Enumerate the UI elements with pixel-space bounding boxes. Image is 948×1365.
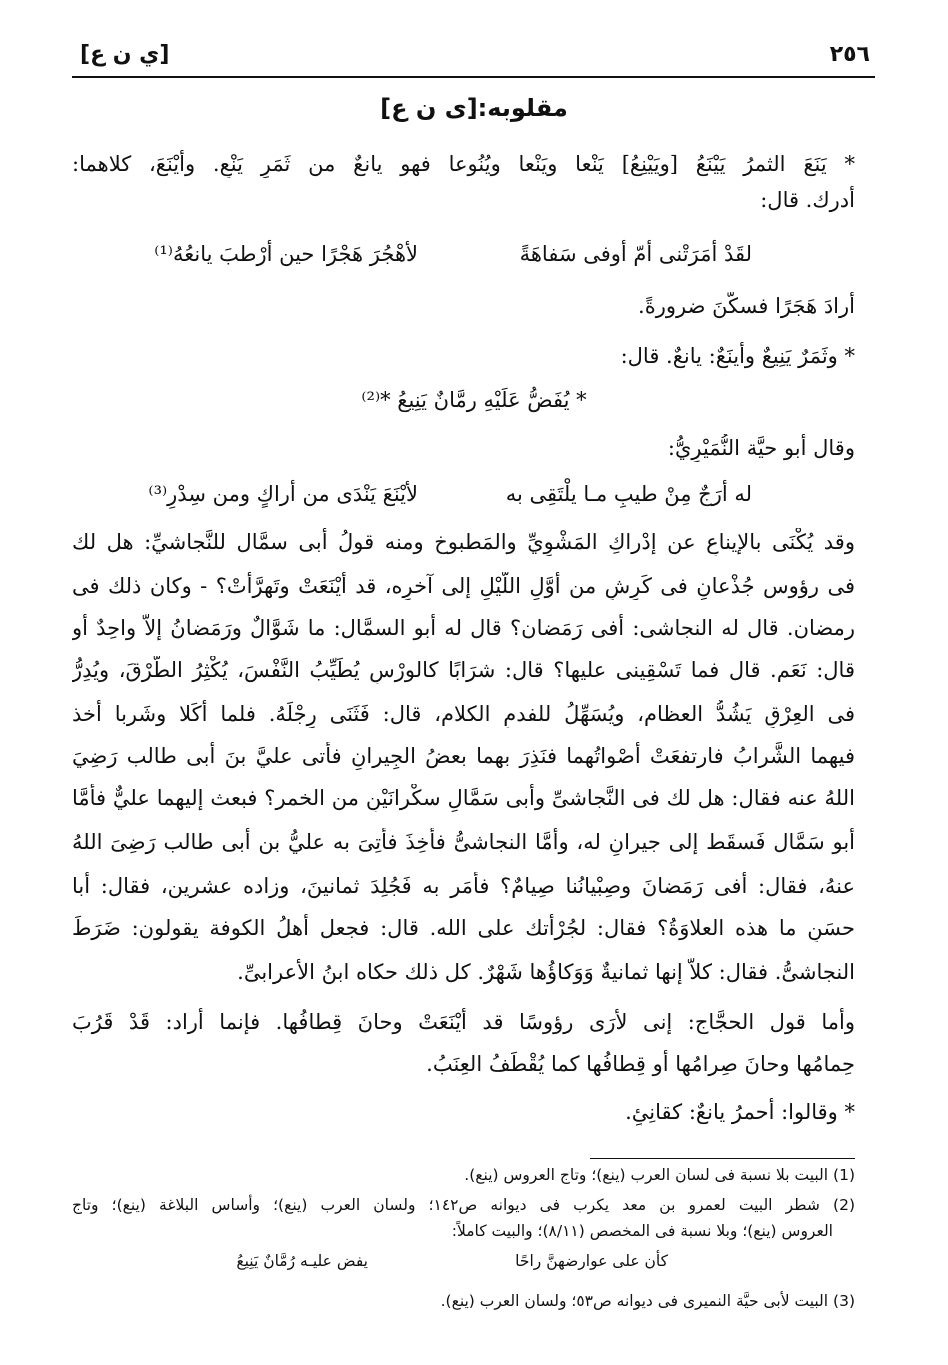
body-line: فى العِرْقِ يَشُدُّ العظام، ويُسَهِّلُ للفدمِ الكلام، قال: فَثَنَى رِجْلَهُ. فلما أكَلا وشَربا أخذ xyxy=(72,702,855,726)
verse-hemistich-right: لقَدْ أمَرَتْنى أمّ أوفى سَفاهَةً xyxy=(519,242,752,266)
body-line: أدرك. قال: xyxy=(760,188,855,212)
body-line: وقال أبو حيَّة النُّمَيْرِيُّ: xyxy=(667,436,855,460)
footnote: (2) شطر البيت لعمرو بن معد يكرب فى ديوانه ص١٤٢؛ ولسان العرب (ينع)؛ وأساس البلاغة (ينع)؛ وتاج xyxy=(72,1196,855,1214)
footnote-rule xyxy=(590,1158,855,1159)
body-line: النجاشىُّ. فقال: كلاَّ إنها ثمانيةٌ وَوَكاؤُها شَهْرٌ. كل ذلك حكاه ابنُ الأعرابىِّ. xyxy=(237,960,855,984)
body-line: * يَنَعَ الثمرُ يَيْنَعُ [ويَيْنِعُ] يَنْعا ويَنْعا ويُنُوعا فهو يانعٌ من ثَمَرٍ يَنْعٍ. وأَيْنَعَ، كلاهما: xyxy=(72,152,855,176)
verse-hemistich-left: لأيْنَعَ يَنْدَى من أراكٍ ومن سِدْرِ⁽³⁾ xyxy=(148,482,418,506)
verse-hemistich-left: لأهْجُرَ هَجْرًا حين أرْطبَ يانعُهُ⁽¹⁾ xyxy=(154,242,418,266)
verse-centered: * يُفَضُّ عَلَيْهِ رمَّانٌ يَنِيعُ *⁽²⁾ xyxy=(361,388,587,412)
section-title: مقلوبه:[ى ن ع] xyxy=(380,94,568,122)
body-line: أبو سَمَّال فَسقَط إلى جيرانٍ له، وأمَّا النجاشىُّ فأُخِذَ فأُتِىَ به عليُّ بن أبى طالب رَضِىَ اللهُ xyxy=(72,830,855,854)
verse-hemistich-right: له أرَجٌ مِنْ طيبِ مـا يلْتَقِى به xyxy=(505,482,752,506)
root-label: [ي ن ع] xyxy=(80,42,170,67)
body-line: * وثَمَرٌ يَنِيعٌ وأَينَعٌ: يانعٌ. قال: xyxy=(620,344,855,368)
body-line: وأما قول الحجَّاج: إنى لأرَى رؤوسًا قد أيْنَعَتْ وحانَ قِطافُها. فإنما أراد: قَدْ قَرُبَ xyxy=(72,1010,855,1034)
body-line: فيهما الشَّرابُ فارتفعَتْ أصْواتُهما فنَذِرَ بهما بعضُ الجِيرانِ فأتى عليَّ بنَ أبى طالب رَضِيَ xyxy=(72,744,855,768)
body-line: حِمامُها وحانَ صِرامُها أو قِطافُها كما يُقْطَفُ العِنَبُ. xyxy=(426,1052,855,1076)
footnote-verse-right: كأن على عوارضهنَّ راحًا xyxy=(515,1252,668,1270)
body-line: قال: نَعَم. قال فما تَسْقِينى عليها؟ قال: شرَابًا كالورْسِ يُطَيِّبُ النَّفْسَ، يُكْثِرُ الطَّرْقَ، ويُدِرُّ xyxy=(72,658,855,682)
page-number: ٢٥٦ xyxy=(829,42,870,67)
body-line: حسَنٍ ما هذه العلاوَةُ؟ فقال: لجُرْأتك على الله. قال: فجعل أهلُ الكوفة يقولون: ضَرَطَ xyxy=(72,916,855,940)
body-line: * وقالوا: أحمرُ يانعٌ: كقانِئٍ. xyxy=(625,1100,855,1124)
body-line: فى رؤوس جُذْعانٍ فى كَرِشٍ من أوَّلِ اللَّيْلِ إلى آخرِه، قد أيْنَعَتْ وتَهرَّأَتْ؟ - وكان ذلك فى xyxy=(72,574,855,598)
body-line: اللهُ عنه فقال: هل لك فى النَّجاشىِّ وأبى سَمَّالٍ سكْرانَيْنِ من الخمر؟ فبعث إليهما عليٌّ فأمَّا xyxy=(72,786,855,810)
footnote: (3) البيت لأبى حيَّة النميرى فى ديوانه ص٥٣؛ ولسان العرب (ينع). xyxy=(440,1292,855,1310)
header-rule xyxy=(72,76,875,78)
footnote: (1) البيت بلا نسبة فى لسان العرب (ينع)؛ وتاج العروس (ينع). xyxy=(464,1166,855,1184)
body-line: رمضان. قال له النجاشى: أفى رَمَضان؟ قال له أبو السمَّال: ما شَوَّالٌ ورَمَضانُ إلاَّ واحِدٌ أو xyxy=(72,616,855,640)
footnote-continuation: العروس (ينع)؛ وبلا نسبة فى المخصص (٨/١١)؛ والبيت كاملاً: xyxy=(451,1222,833,1240)
body-line: عنهُ، فقال: أفى رَمَضانَ وصِبْيانُنا صِيامٌ؟ فأمَر به فَجُلِدَ ثمانينَ، وزاده عشرين، فقال: أبا xyxy=(72,874,855,898)
footnote-verse-left: يفض عليـه رُمَّانٌ يَنِيعُ xyxy=(236,1252,368,1270)
body-line: وقد يُكْنَى بالإيناعِ عن إدْراكِ المَشْوِيِّ والمَطبوخ ومنه قولُ أبى سمَّال للنَّجاشيِّ: هل لك xyxy=(72,530,855,554)
body-line: أرادَ هَجَرًا فسكَّنَ ضرورةً. xyxy=(638,294,855,318)
page-header xyxy=(80,40,870,70)
